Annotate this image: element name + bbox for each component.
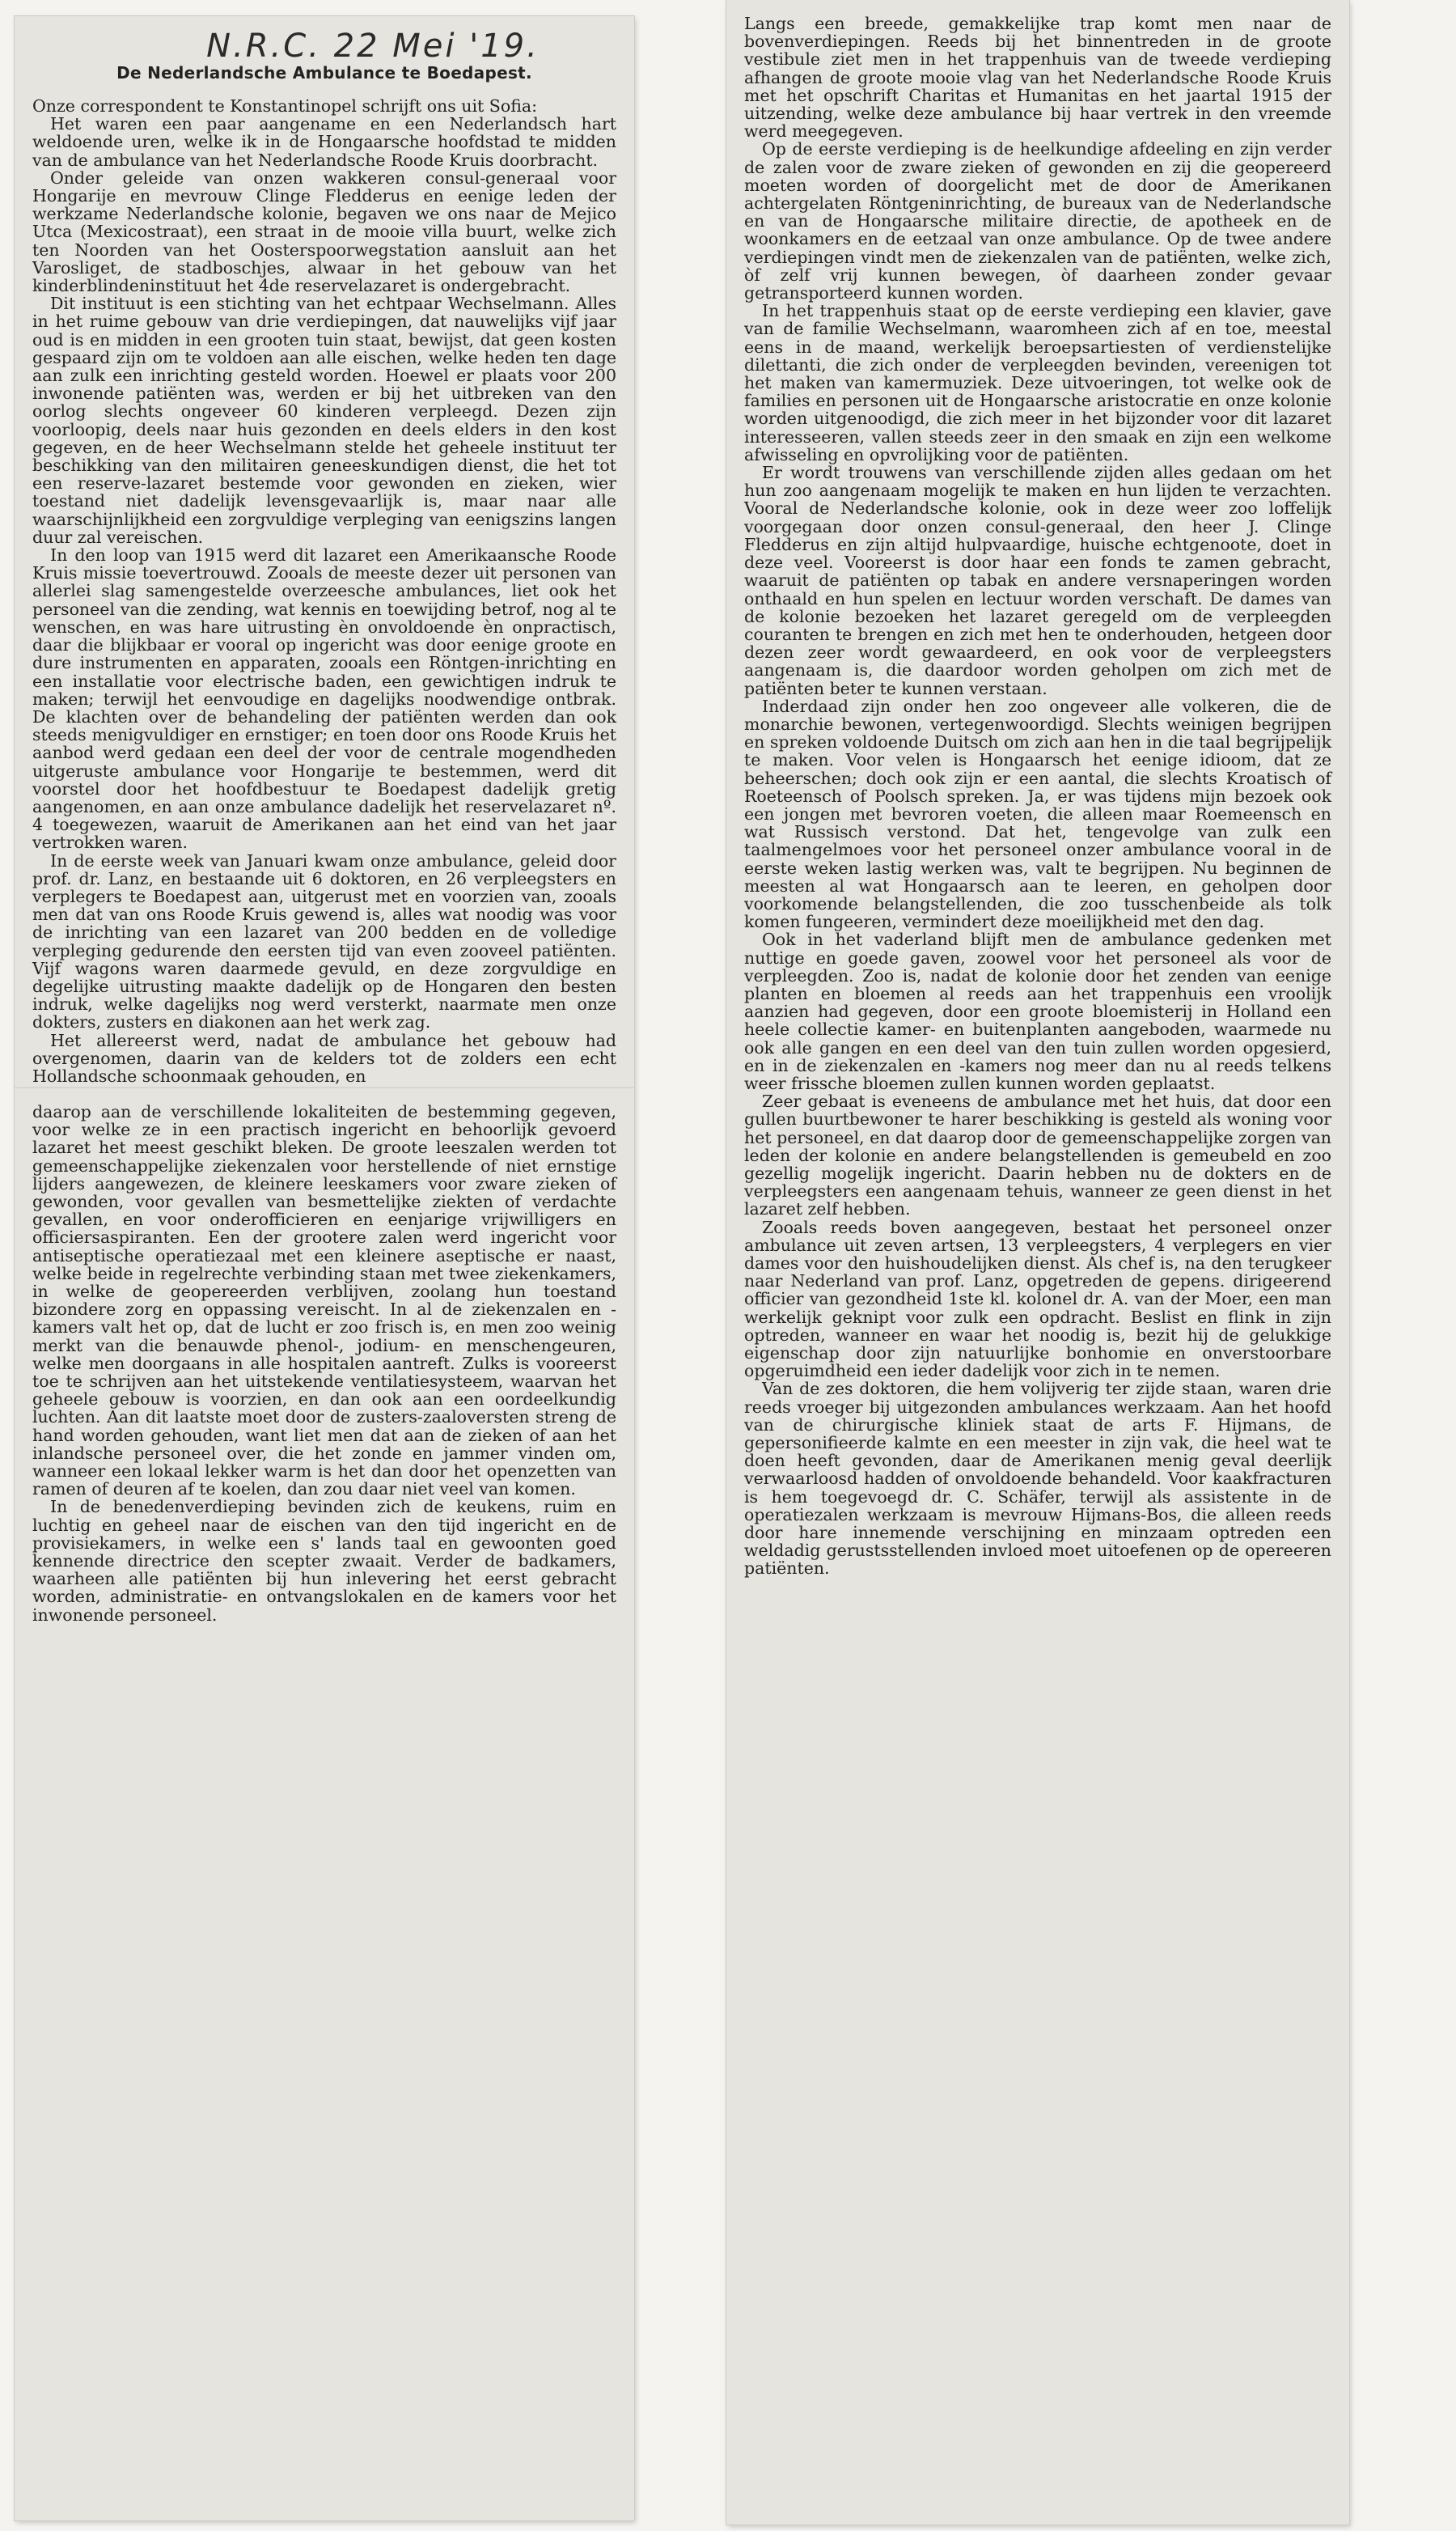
- handwritten-annotation: N.R.C. 22 Mei '19.: [206, 28, 540, 65]
- clipping-left-top: [15, 16, 634, 1088]
- clipping-left-bottom: [15, 1088, 634, 2520]
- paragraph: Het allereerst werd, nadat de ambulance het gebouw had overgenomen, daarin van de kelders tot de zolders een echt Hollandsche schoonmaak gehouden, en: [32, 1030, 616, 1086]
- paragraph: In het trappenhuis staat op de eerste verdieping een klavier, gave van de familie Wechselmann, waaromheen zich af en toe, meestal eens in de maand, werkelijk beroepsartiesten of verdienstelijke dilettanti, die zich onder de verpleegden bevinden, vereenigen tot het maken van kamermuziek. Deze uitvoeringen, tot welke ook de families en personen uit de Hongaarsche aristocratie en onze kolonie worden uitgenoodigd, die zich meer in het bijzonder voor dit lazaret interesseeren, vallen steeds zeer in den smaak en zijn een welkome afwisseling en opvrolijking voor de patiënten.: [744, 301, 1331, 464]
- paragraph: Het waren een paar aangename en een Nederlandsch hart weldoende uren, welke ik in de Hongaarsche hoofdstad te midden van de ambulance van het Nederlandsche Roode Kruis doorbracht.: [32, 114, 616, 170]
- paragraph: Van de zes doktoren, die hem volijverig ter zijde staan, waren drie reeds vroeger bij uitgezonden ambulances werkzaam. Aan het hoofd van de chirurgische kliniek staat de arts F. Hijmans, de gepersonifieerde kalmte en een meester in zijn vak, die heel wat te doen heeft gevonden, daar de Amerikanen menig geval deerlijk verwaarloosd hadden of onvoldoende behandeld. Voor kaakfracturen is hem toegevoegd dr. C. Schäfer, terwijl als assistente in de operatiezalen werkzaam is mevrouw Hijmans-Bos, die alleen reeds door hare innemende verschijning en minzaam optreden een weldadig gerustsstellenden invloed moet uitoefenen op de opereeren patiënten.: [744, 1379, 1331, 1579]
- paragraph: In de eerste week van Januari kwam onze ambulance, geleid door prof. dr. Lanz, en bestaande uit 6 doktoren, en 26 verpleegsters en verplegers te Boedapest aan, uitgerust met en voorzien van, zooals men dat van ons Roode Kruis gewend is, alles wat noodig was voor de inrichting van een lazaret van 200 bedden en de volledige verpleging gedurende den eersten tijd van even zooveel patiënten. Vijf wagons waren daarmede gevuld, en deze zorgvuldige en degelijke uitrusting maakte dadelijk op de Hongaren den besten indruk, welke dagelijks nog werd versterkt, naarmate men onze dokters, zusters en diakonen aan het werk zag.: [32, 850, 616, 1032]
- paragraph: Inderdaad zijn onder hen zoo ongeveer alle volkeren, die de monarchie bewonen, vertegenwoordigd. Slechts weinigen begrijpen en spreken voldoende Duitsch om zich aan hen in die taal begrijpelijk te maken. Voor velen is Hongaarsch het eenige idioom, dat ze beheerschen; doch ook zijn er een aantal, die slechts Kroatisch of Roeteensch of Poolsch spreken. Ja, er was tijdens mijn bezoek ook een jongen met bevroren voeten, die alleen maar Roemeensch en wat Russisch verstond. Dat het, tengevolge van zulk een taalmengelmoes voor het personeel onzer ambulance vooral in de eerste weken lastig werken was, valt te begrijpen. Nu beginnen de meesten al wat Hongaarsch aan te leeren, en geholpen door voorkomende belangstellenden, die zoo tusschenbeide als tolk komen fungeeren, vermindert deze moeilijkheid met den dag.: [744, 696, 1331, 932]
- paragraph: daarop aan de verschillende lokaliteiten de bestemming gegeven, voor welke ze in een practisch ingericht en behoorlijk gevoerd lazaret het meest geschikt bleken. De groote leeszalen werden tot gemeenschappelijke ziekenzalen voor herstellende of niet ernstige lijders aangewezen, de kleinere leeskamers voor zware zieken of gewonden, voor gevallen van besmettelijke ziekten of verdachte gevallen, en voor onderofficieren en eenjarige vrijwilligers en officiersaspiranten. Een der grootere zalen werd ingericht voor antiseptische operatiezaal met een kleinere aseptische er naast, welke beide in regelrechte verbinding staan met twee ziekenkamers, in welke de geopereerden verblijven, zoolang hun toestand bizondere zorg en oppassing vereischt. In al de ziekenzalen en -kamers valt het op, dat de lucht er zoo frisch is, en men zoo weinig merkt van die benauwde phenol-, jodium- en menschengeuren, welke men doorgaans in alle hospitalen aantreft. Zulks is vooreerst toe te schrijven aan het uitstekende ventilatiesysteem, waarvan het geheele gebouw is voorzien, en dan ook aan een oordeelkundig luchten. Aan dit laatste moet door de zusters-zaaloversten streng de hand worden gehouden, want liet men dat aan de zieken of aan het inlandsche personeel over, die het zonde en jammer vinden om, wanneer een lokaal lekker warm is het dan door het openzetten van ramen of deuren af te koelen, dan zou daar niet veel van komen.: [32, 1102, 616, 1499]
- article-headline: De Nederlandsche Ambulance te Boedapest.: [116, 63, 532, 83]
- paragraph: Zooals reeds boven aangegeven, bestaat het personeel onzer ambulance uit zeven artsen, 13 verpleegsters, 4 verplegers en vier dames voor den huishoudelijken dienst. Als chef is, na den terugkeer naar Nederland van prof. Lanz, opgetreden de gepens. dirigeerend officier van gezondheid 1ste kl. kolonel dr. A. van der Moer, een man werkelijk geknipt voor zulk een opdracht. Beslist en flink in zijn optreden, wanneer en waar het noodig is, bezit hij de gelukkige eigenschap door zijn natuurlijke bonhomie en onverstoorbare opgeruimdheid een ieder dadelijk voor zich in te nemen.: [744, 1217, 1331, 1381]
- paragraph: Zeer gebaat is eveneens de ambulance met het huis, dat door een gullen buurtbewoner te harer beschikking is gesteld als woning voor het personeel, en dat daarop door de gemeenschappelijke zorgen van leden der kolonie en andere belangstellenden is gemeubeld en zoo gezellig mogelijk ingericht. Daarin hebben nu de dokters en de verpleegsters een aangenaam tehuis, wanneer ze geen dienst in het lazaret zelf hebben.: [744, 1092, 1331, 1219]
- clipping-right-column: [726, 0, 1349, 2525]
- paragraph: In de benedenverdieping bevinden zich de keukens, ruim en luchtig en geheel naar de eischen van den tijd ingericht en de provisiekamers, in welke een s' lands taal en gewoonten goed kennende directrice den scepter zwaait. Verder de badkamers, waarheen alle patiënten bij hun inlevering het eerst gebracht worden, administratie- en ontvangslokalen en de kamers voor het inwonende personeel.: [32, 1497, 616, 1625]
- paragraph: In den loop van 1915 werd dit lazaret een Amerikaansche Roode Kruis missie toevertrouwd. Zooals de meeste dezer uit personen van allerlei slag samengestelde overzeesche ambulances, liet ook het personeel van die zending, wat kennis en toewijding betrof, nog al te wenschen, en was hare uitrusting èn onvoldoende èn onpractisch, daar die blijkbaar er vooral op ingericht was door eenige groote en dure instrumenten en apparaten, zooals een Röntgen-inrichting en een installatie voor electrische baden, een gewichtigen indruk te maken; terwijl het eenvoudige en dagelijks noodwendige ontbrak. De klachten over de behandeling der patiënten werden dan ook steeds menigvuldiger en ernstiger; en toen door ons Roode Kruis het aanbod werd gedaan een deel der voor de centrale mogendheden uitgeruste ambulance voor Hongarije te bestemmen, werd dit voorstel door het hoofdbestuur te Boedapest dadelijk gretig aangenomen, en aan onze ambulance dadelijk het reservelazaret nº. 4 toegewezen, waaruit de Amerikanen aan het eind van het jaar vertrokken waren.: [32, 545, 616, 853]
- paragraph: Ook in het vaderland blijft men de ambulance gedenken met nuttige en goede gaven, zoowel voor het personeel als voor de verpleegden. Zoo is, nadat de kolonie door het zenden van eenige planten en bloemen al reeds aan het trappenhuis een vroolijk aanzien had gegeven, door een groote bloemisterij in Holland een heele collectie kamer- en buitenplanten aangeboden, waarmede nu ook alle gangen en een deel van den tuin zullen worden opgesierd, en in de ziekenzalen en -kamers nog meer dan nu al reeds telkens weer frissche bloemen zullen kunnen worden geplaatst.: [744, 930, 1331, 1093]
- paragraph: Onder geleide van onzen wakkeren consul-generaal voor Hongarije en mevrouw Clinge Fledderus en eenige leden der werkzame Nederlandsche kolonie, begaven we ons naar de Mejico Utca (Mexicostraat), een straat in de mooie villa buurt, welke zich ten Noorden van het Oosterspoorwegstation aansluit aan het Varosliget, de stadboschjes, alwaar in het gebouw van het kinderblindeninstituut het 4de reservelazaret is ondergebracht.: [32, 167, 616, 296]
- paragraph: Er wordt trouwens van verschillende zijden alles gedaan om het hun zoo aangenaam mogelijk te maken en hun lijden te verzachten. Vooral de Nederlandsche kolonie, ook in deze weer zoo loffelijk voorgegaan door onzen consul-generaal, den heer J. Clinge Fledderus en zijn altijd hulpvaardige, huische echtgenoote, doet in deze veel. Vooreerst is door haar een fonds te zamen gebracht, waaruit de patiënten op tabak en andere versnaperingen worden onthaald en hun spelen en lectuur worden verschaft. De dames van de kolonie bezoeken het lazaret geregeld om de verpleegden couranten te brengen en zich met hen te onderhouden, hetgeen door dezen zeer wordt gewaardeerd, en ook voor de verpleegsters aangenaam is, die daardoor worden geholpen om zich met de patiënten beter te kunnen verstaan.: [744, 463, 1331, 698]
- paragraph: Dit instituut is een stichting van het echtpaar Wechselmann. Alles in het ruime gebouw van drie verdiepingen, dat nauwelijks vijf jaar oud is en midden in een grooten tuin staat, bewijst, dat geen kosten gespaard zijn om te voldoen aan alle eischen, welke heden ten dage aan zulk een inrichting gesteld worden. Hoewel er plaats voor 200 inwonende patiënten was, werden er bij het uitbreken van den oorlog slechts ongeveer 60 kinderen verpleegd. Dezen zijn voorloopig, deels naar huis gezonden en deels elders in den kost gegeven, en de heer Wechselmann stelde het geheele instituut ter beschikking van den militairen geneeskundigen dienst, die het tot een reserve-lazaret bestemde voor gewonden en zieken, wier toestand niet dadelijk levensgevaarlijk is, maar naar alle waarschijnlijkheid een zorgvuldige verpleging van eenigszins langen duur zal vereischen.: [32, 294, 616, 547]
- paragraph: Onze correspondent te Konstantinopel schrijft ons uit Sofia:: [32, 96, 537, 116]
- paragraph: Op de eerste verdieping is de heelkundige afdeeling en zijn verder de zalen voor de zware zieken of gewonden en zij die geopereerd moeten worden of doorgelicht met de door de Amerikanen achtergelaten Röntgeninrichting, de bureaux van de Nederlandsche en van de Hongaarsche militaire directie, de apotheek en de woonkamers en de eetzaal van onze ambulance. Op de twee andere verdiepingen vindt men de ziekenzalen van de patiënten, welke zich, òf zelf vrij kunnen bewegen, òf daarheen zonder gevaar getransporteerd kunnen worden.: [744, 139, 1331, 303]
- paragraph: Langs een breede, gemakkelijke trap komt men naar de bovenverdiepingen. Reeds bij het binnentreden in de groote vestibule ziet men in het trappenhuis van de tweede verdieping afhangen de groote mooie vlag van het Nederlandsche Roode Kruis met het opschrift Charitas et Humanitas en het jaartal 1915 der uitzending, welke deze ambulance bij haar vertrek in den vreemde werd meegegeven.: [744, 14, 1331, 142]
